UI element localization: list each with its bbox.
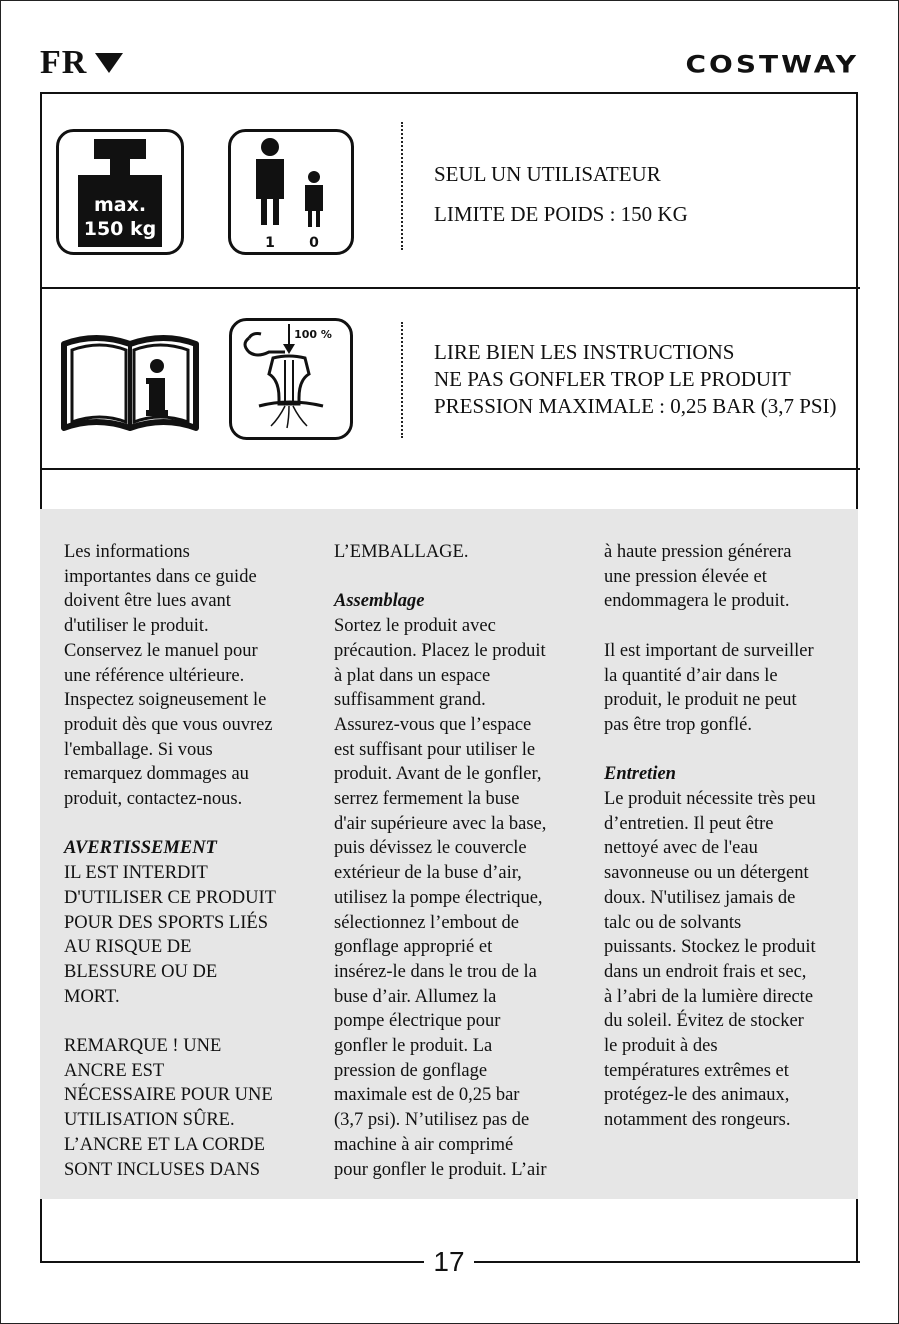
text-line: NÉCESSAIRE POUR UNE bbox=[64, 1085, 273, 1106]
text-line: précaution. Placez le produit bbox=[334, 640, 546, 661]
dotted-separator bbox=[401, 322, 403, 438]
text-line: d'air supérieure avec la base, bbox=[334, 813, 547, 834]
footer-line bbox=[474, 1261, 860, 1263]
text-line: BLESSURE OU DE bbox=[64, 961, 218, 982]
text-line: à plat dans un espace bbox=[334, 665, 491, 686]
text-line: pour gonfler le produit. L’air bbox=[334, 1159, 547, 1180]
text-line: L’EMBALLAGE. bbox=[334, 542, 469, 562]
text-line: savonneuse ou un détergent bbox=[604, 863, 809, 884]
footer-line bbox=[40, 1261, 424, 1263]
text-line: puis dévissez le couvercle bbox=[334, 838, 527, 859]
paragraph-gap bbox=[64, 812, 276, 837]
text-line: buse d’air. Allumez la bbox=[334, 986, 497, 1007]
language-label bbox=[40, 44, 123, 82]
text-line: Les informations bbox=[64, 542, 190, 562]
text-column-1 bbox=[64, 540, 276, 1182]
inflation-pressure-icon bbox=[229, 318, 353, 445]
text-line: machine à air comprimé bbox=[334, 1134, 514, 1155]
text-line: (3,7 psi). N’utilisez pas de bbox=[334, 1110, 530, 1131]
text-line: utilisez la pompe électrique, bbox=[334, 887, 543, 908]
text-line: Sortez le produit avec bbox=[334, 616, 496, 637]
weight-value-label: 150 kg bbox=[83, 218, 157, 240]
text-line: IL EST INTERDIT bbox=[64, 863, 208, 884]
warning-block-2 bbox=[434, 339, 837, 420]
text-line: l'emballage. Si vous bbox=[64, 739, 213, 760]
pressure-percent: 100 % bbox=[294, 328, 332, 341]
text-line: MORT. bbox=[64, 986, 120, 1007]
text-column-2 bbox=[334, 540, 547, 1182]
text-line: du soleil. Évitez de stocker bbox=[604, 1011, 804, 1032]
text-line: protégez-le des animaux, bbox=[604, 1085, 790, 1106]
text-line: serrez fermement la buse bbox=[334, 789, 520, 810]
text-line: Il est important de surveiller bbox=[604, 640, 814, 661]
text-line: d’entretien. Il peut être bbox=[604, 813, 774, 834]
paragraph-gap bbox=[604, 738, 816, 763]
paragraph-gap bbox=[64, 1009, 276, 1034]
warning-line: LIRE BIEN LES INSTRUCTIONS bbox=[434, 340, 735, 364]
dotted-separator bbox=[401, 122, 403, 250]
users-icon bbox=[228, 129, 354, 260]
text-line: suffisamment grand. bbox=[334, 690, 486, 711]
text-line: talc ou de solvants bbox=[604, 912, 742, 933]
text-line: Conservez le manuel pour bbox=[64, 640, 258, 661]
section-heading: Assemblage bbox=[334, 591, 425, 612]
text-line: AU RISQUE DE bbox=[64, 937, 192, 958]
section-heading: AVERTISSEMENT bbox=[64, 838, 217, 859]
text-line: REMARQUE ! UNE bbox=[64, 1036, 222, 1057]
text-line: nettoyé avec de l'eau bbox=[604, 838, 758, 859]
weight-max-label: max. bbox=[93, 194, 147, 216]
text-line: produit, contactez-nous. bbox=[64, 789, 243, 810]
text-line: Assurez-vous que l’espace bbox=[334, 714, 532, 735]
text-line: insérez-le dans le trou de la bbox=[334, 961, 537, 982]
brand-logo: COSTWAY bbox=[685, 50, 859, 79]
text-line: une pression élevée et bbox=[604, 566, 767, 587]
text-line: à haute pression générera bbox=[604, 542, 792, 562]
text-line: maximale est de 0,25 bar bbox=[334, 1085, 520, 1106]
section-heading: Entretien bbox=[604, 764, 676, 785]
text-line: doux. N'utilisez jamais de bbox=[604, 887, 796, 908]
text-line: L’ANCRE ET LA CORDE bbox=[64, 1134, 265, 1155]
warning-line: LIMITE DE POIDS : 150 KG bbox=[434, 202, 688, 226]
text-line: une référence ultérieure. bbox=[64, 665, 245, 686]
text-line: remarquez dommages au bbox=[64, 764, 249, 785]
divider bbox=[40, 287, 860, 289]
text-line: gonflage approprié et bbox=[334, 937, 493, 958]
text-line: sélectionnez l’embout de bbox=[334, 912, 519, 933]
child-count: 0 bbox=[309, 235, 319, 251]
text-line: le produit à des bbox=[604, 1036, 718, 1057]
text-line: est suffisant pour utiliser le bbox=[334, 739, 536, 760]
text-line: dans un endroit frais et sec, bbox=[604, 961, 807, 982]
text-line: D'UTILISER CE PRODUIT bbox=[64, 887, 276, 908]
text-line: pas être trop gonflé. bbox=[604, 714, 752, 735]
text-line: SONT INCLUSES DANS bbox=[64, 1159, 260, 1180]
text-line: gonfler le produit. La bbox=[334, 1036, 493, 1057]
text-line: pression de gonflage bbox=[334, 1060, 488, 1081]
language-code: FR bbox=[40, 44, 88, 81]
text-line: la quantité d’air dans le bbox=[604, 665, 778, 686]
text-line: ANCRE EST bbox=[64, 1060, 165, 1081]
text-line: Inspectez soigneusement le bbox=[64, 690, 267, 711]
text-line: produit, le produit ne peut bbox=[604, 690, 797, 711]
weight-limit-icon bbox=[56, 129, 184, 260]
read-manual-icon bbox=[60, 330, 200, 441]
text-line: extérieur de la buse d’air, bbox=[334, 863, 522, 884]
text-line: puissants. Stockez le produit bbox=[604, 937, 816, 958]
text-line: d'utiliser le produit. bbox=[64, 616, 209, 637]
warning-line: PRESSION MAXIMALE : 0,25 BAR (3,7 PSI) bbox=[434, 394, 837, 418]
divider bbox=[40, 468, 860, 470]
text-line: UTILISATION SÛRE. bbox=[64, 1110, 235, 1131]
warning-line: NE PAS GONFLER TROP LE PRODUIT bbox=[434, 367, 791, 391]
page-number: 17 bbox=[433, 1246, 465, 1277]
text-line: températures extrêmes et bbox=[604, 1060, 789, 1081]
text-line: pompe électrique pour bbox=[334, 1011, 501, 1032]
warning-block-1 bbox=[434, 154, 688, 234]
text-line: à l’abri de la lumière directe bbox=[604, 986, 814, 1007]
text-line: POUR DES SPORTS LIÉS bbox=[64, 912, 268, 933]
text-line: Le produit nécessite très peu bbox=[604, 789, 816, 809]
paragraph-gap bbox=[334, 565, 547, 590]
text-line: doivent être lues avant bbox=[64, 591, 231, 612]
warning-line: SEUL UN UTILISATEUR bbox=[434, 162, 661, 186]
paragraph-gap bbox=[604, 614, 816, 639]
text-line: endommagera le produit. bbox=[604, 591, 790, 612]
adult-count: 1 bbox=[265, 235, 275, 251]
text-line: produit dès que vous ouvrez bbox=[64, 714, 273, 735]
text-line: importantes dans ce guide bbox=[64, 566, 257, 587]
triangle-down-icon bbox=[95, 53, 123, 73]
text-column-3 bbox=[604, 540, 816, 1133]
text-line: notamment des rongeurs. bbox=[604, 1110, 791, 1131]
text-line: produit. Avant de le gonfler, bbox=[334, 764, 542, 785]
